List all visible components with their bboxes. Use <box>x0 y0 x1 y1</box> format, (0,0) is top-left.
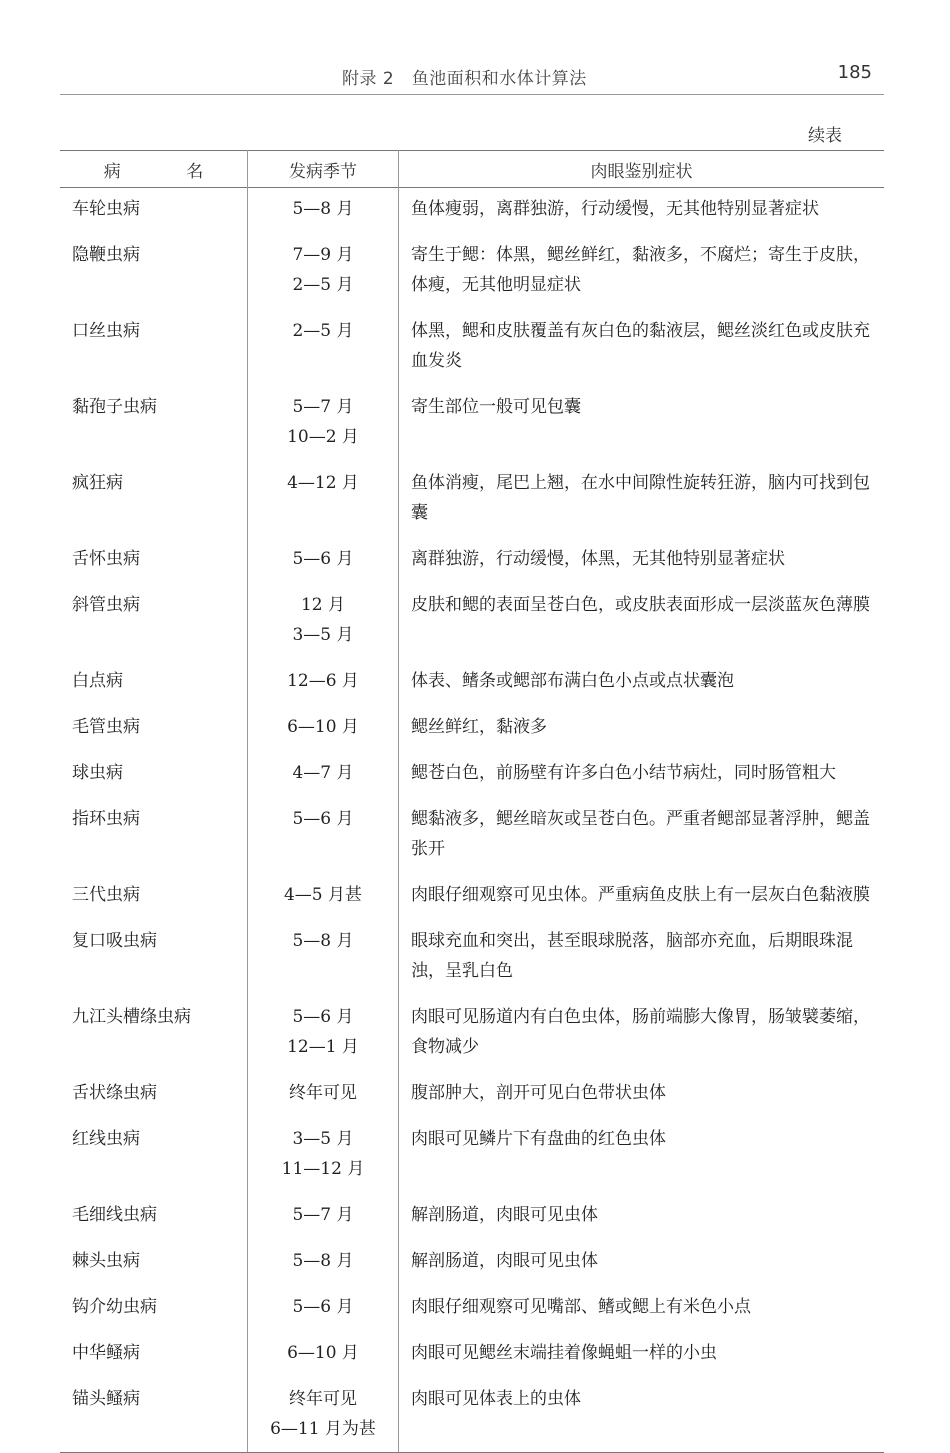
season-line: 11—12 月 <box>281 1159 365 1179</box>
season-cell <box>248 1192 399 1238</box>
season-line: 2—5 月 <box>292 321 354 341</box>
table-row <box>60 308 884 384</box>
table-row <box>60 750 884 796</box>
symptoms-cell: 肉眼可见鳃丝末端挂着像蝇蛆一样的小虫 <box>411 1343 717 1363</box>
disease-name-cell: 黏孢子虫病 <box>60 384 248 460</box>
running-title: 附录 2 鱼池面积和水体计算法 <box>342 69 587 89</box>
season-cell <box>248 750 399 796</box>
disease-name-cell: 白点病 <box>60 658 248 704</box>
symptoms-cell: 离群独游，行动缓慢，体黑，无其他特别显著症状 <box>411 549 785 569</box>
symptoms-cell: 眼球充血和突出，甚至眼球脱落，脑部亦充血，后期眼珠混浊，呈乳白色 <box>411 931 853 981</box>
continued-label: 续表 <box>808 126 842 146</box>
season-cell <box>248 536 399 582</box>
symptoms-cell: 皮肤和鳃的表面呈苍白色，或皮肤表面形成一层淡蓝灰色薄膜 <box>411 595 870 615</box>
symptoms-cell: 鳃苍白色，前肠壁有许多白色小结节病灶，同时肠管粗大 <box>411 763 836 783</box>
symptoms-cell: 肉眼可见鳞片下有盘曲的红色虫体 <box>411 1129 666 1149</box>
symptoms-cell: 肉眼仔细观察可见嘴部、鳍或鳃上有米色小点 <box>411 1297 751 1317</box>
symptoms-cell: 鱼体瘦弱，离群独游，行动缓慢，无其他特别显著症状 <box>411 199 819 219</box>
season-cell <box>248 188 399 233</box>
table-row <box>60 1192 884 1238</box>
disease-name-cell: 口丝虫病 <box>60 308 248 384</box>
table-row <box>60 582 884 658</box>
season-cell <box>248 1116 399 1192</box>
season-cell <box>248 658 399 704</box>
table-row <box>60 1330 884 1376</box>
season-cell <box>248 582 399 658</box>
season-line: 12—1 月 <box>287 1037 359 1057</box>
season-line: 终年可见 <box>289 1389 357 1409</box>
disease-name-cell: 舌状绦虫病 <box>60 1070 248 1116</box>
season-line: 5—8 月 <box>292 199 354 219</box>
column-header-name: 病 名 <box>60 151 248 188</box>
season-line: 3—5 月 <box>292 625 354 645</box>
disease-name-cell: 锚头鳋病 <box>60 1376 248 1453</box>
header-row <box>60 151 884 188</box>
season-cell <box>248 994 399 1070</box>
table-body <box>60 188 884 1453</box>
table-row <box>60 658 884 704</box>
table-row <box>60 994 884 1070</box>
season-cell <box>248 1284 399 1330</box>
disease-name-cell: 球虫病 <box>60 750 248 796</box>
disease-name-cell: 车轮虫病 <box>60 188 248 233</box>
season-cell <box>248 796 399 872</box>
symptoms-cell: 体表、鳍条或鳃部布满白色小点或点状囊泡 <box>411 671 734 691</box>
season-cell <box>248 308 399 384</box>
table-row <box>60 796 884 872</box>
season-line: 2—5 月 <box>292 275 354 295</box>
symptoms-cell: 鳃丝鲜红，黏液多 <box>411 717 547 737</box>
disease-name-cell: 指环虫病 <box>60 796 248 872</box>
season-line: 5—6 月 <box>292 1007 354 1027</box>
disease-name-cell: 钩介幼虫病 <box>60 1284 248 1330</box>
season-line: 12 月 <box>300 595 346 615</box>
season-cell <box>248 704 399 750</box>
symptoms-cell: 寄生于鳃：体黑，鳃丝鲜红，黏液多，不腐烂；寄生于皮肤，体瘦，无其他明显症状 <box>411 245 870 295</box>
season-line: 5—6 月 <box>292 1297 354 1317</box>
season-cell <box>248 384 399 460</box>
symptoms-cell: 肉眼可见肠道内有白色虫体，肠前端膨大像胃，肠皱襞萎缩，食物减少 <box>411 1007 870 1057</box>
disease-name-cell: 九江头槽绦虫病 <box>60 994 248 1070</box>
table-row <box>60 1070 884 1116</box>
season-cell <box>248 1376 399 1453</box>
column-header-symptoms: 肉眼鉴别症状 <box>590 161 693 182</box>
table-header <box>60 151 884 188</box>
symptoms-cell: 体黑，鳃和皮肤覆盖有灰白色的黏液层，鳃丝淡红色或皮肤充血发炎 <box>411 321 870 371</box>
season-line: 5—8 月 <box>292 1251 354 1271</box>
season-cell <box>248 1070 399 1116</box>
table-row <box>60 232 884 308</box>
symptoms-cell: 解剖肠道，肉眼可见虫体 <box>411 1205 598 1225</box>
season-line: 5—8 月 <box>292 931 354 951</box>
season-line: 4—7 月 <box>292 763 354 783</box>
table-row <box>60 384 884 460</box>
season-cell <box>248 232 399 308</box>
disease-table <box>60 150 884 1453</box>
season-line: 5—7 月 <box>292 1205 354 1225</box>
disease-name-cell: 复口吸虫病 <box>60 918 248 994</box>
disease-name-cell: 棘头虫病 <box>60 1238 248 1284</box>
symptoms-cell: 寄生部位一般可见包囊 <box>411 397 581 417</box>
season-cell <box>248 918 399 994</box>
disease-name-cell: 斜管虫病 <box>60 582 248 658</box>
season-cell <box>248 1238 399 1284</box>
table-row <box>60 1116 884 1192</box>
symptoms-cell: 鳃黏液多，鳃丝暗灰或呈苍白色。严重者鳃部显著浮肿，鳃盖张开 <box>411 809 870 859</box>
table-row <box>60 1284 884 1330</box>
disease-name-cell: 隐鞭虫病 <box>60 232 248 308</box>
table-row <box>60 1376 884 1453</box>
page-number: 185 <box>837 62 872 83</box>
season-line: 5—7 月 <box>292 397 354 417</box>
symptoms-cell: 腹部肿大，剖开可见白色带状虫体 <box>411 1083 666 1103</box>
disease-name-cell: 红线虫病 <box>60 1116 248 1192</box>
disease-name-cell: 三代虫病 <box>60 872 248 918</box>
disease-name-cell: 疯狂病 <box>60 460 248 536</box>
season-line: 5—6 月 <box>292 809 354 829</box>
table-row <box>60 188 884 233</box>
season-cell <box>248 460 399 536</box>
season-line: 4—5 月甚 <box>283 885 363 905</box>
season-line: 7—9 月 <box>292 245 354 265</box>
season-cell <box>248 872 399 918</box>
season-line: 6—11 月为甚 <box>270 1419 376 1439</box>
disease-name-cell: 毛细线虫病 <box>60 1192 248 1238</box>
running-header <box>60 58 884 95</box>
season-line: 10—2 月 <box>287 427 359 447</box>
symptoms-cell: 解剖肠道，肉眼可见虫体 <box>411 1251 598 1271</box>
table-row <box>60 1238 884 1284</box>
table-row <box>60 872 884 918</box>
season-line: 4—12 月 <box>287 473 359 493</box>
disease-name-cell: 中华鳋病 <box>60 1330 248 1376</box>
symptoms-cell: 肉眼仔细观察可见虫体。严重病鱼皮肤上有一层灰白色黏液膜 <box>411 885 870 905</box>
table-row <box>60 704 884 750</box>
season-line: 6—10 月 <box>287 1343 359 1363</box>
season-line: 终年可见 <box>289 1083 357 1103</box>
season-line: 3—5 月 <box>292 1129 354 1149</box>
symptoms-cell: 鱼体消瘦，尾巴上翘，在水中间隙性旋转狂游，脑内可找到包囊 <box>411 473 870 523</box>
disease-name-cell: 舌怀虫病 <box>60 536 248 582</box>
column-header-season: 发病季节 <box>248 151 399 188</box>
season-line: 5—6 月 <box>292 549 354 569</box>
table-row <box>60 536 884 582</box>
disease-name-cell: 毛管虫病 <box>60 704 248 750</box>
season-cell <box>248 1330 399 1376</box>
table-row <box>60 918 884 994</box>
symptoms-cell: 肉眼可见体表上的虫体 <box>399 1376 885 1453</box>
season-line: 6—10 月 <box>287 717 359 737</box>
season-line: 12—6 月 <box>287 671 359 691</box>
table-row <box>60 460 884 536</box>
